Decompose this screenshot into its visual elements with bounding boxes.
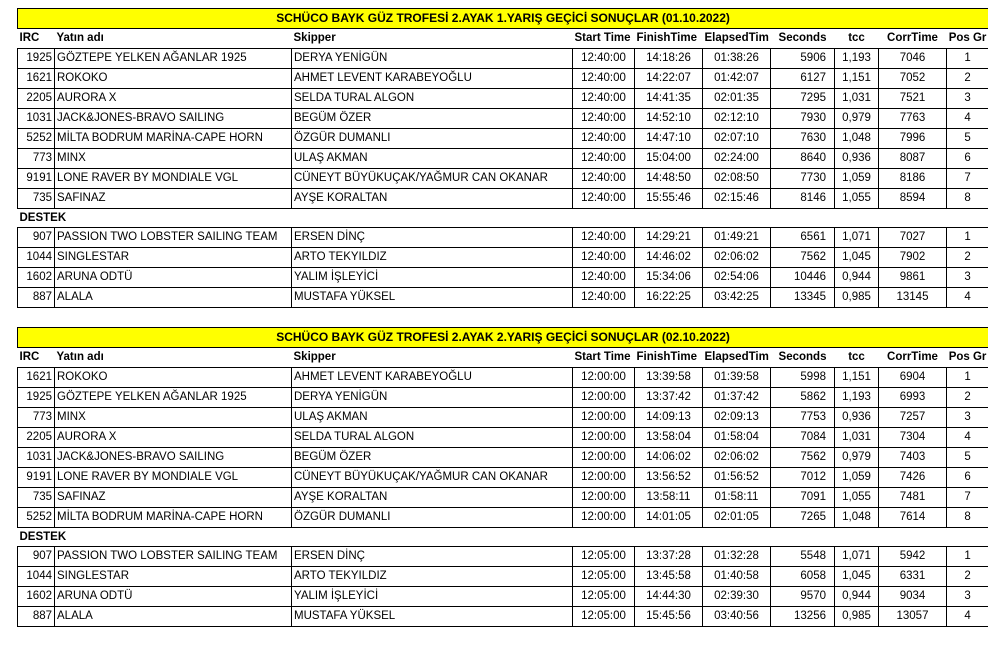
cell-position: 1 (947, 368, 988, 388)
cell-irc: 5252 (18, 129, 55, 149)
cell-skipper: ARTO TEKYILDIZ (292, 567, 573, 587)
cell-skipper: ARTO TEKYILDIZ (292, 248, 573, 268)
cell-corrected-time: 6904 (879, 368, 947, 388)
cell-finish-time: 15:34:06 (635, 268, 703, 288)
cell-seconds: 13345 (771, 288, 835, 308)
cell-start-time: 12:00:00 (573, 468, 635, 488)
cell-position: 3 (947, 89, 988, 109)
table-row (18, 508, 988, 528)
cell-tcc: 1,031 (835, 428, 879, 448)
race-2-destek-label: DESTEK (19, 530, 67, 543)
cell-finish-time: 14:01:05 (635, 508, 703, 528)
cell-elapsed-time: 02:54:06 (703, 268, 771, 288)
cell-start-time: 12:40:00 (573, 109, 635, 129)
cell-corrected-time: 6993 (879, 388, 947, 408)
cell-finish-time: 13:37:42 (635, 388, 703, 408)
cell-start-time: 12:40:00 (573, 169, 635, 189)
cell-position: 2 (947, 567, 988, 587)
cell-finish-time: 14:41:35 (635, 89, 703, 109)
cell-boat-name: SAFINAZ (55, 488, 292, 508)
cell-skipper: YALIM İŞLEYİCİ (292, 587, 573, 607)
cell-boat-name: MİLTA BODRUM MARİNA-CAPE HORN (55, 129, 292, 149)
cell-irc: 735 (18, 189, 55, 209)
cell-finish-time: 14:44:30 (635, 587, 703, 607)
col-boat: Yatın adı (55, 29, 292, 49)
cell-finish-time: 13:58:04 (635, 428, 703, 448)
table-row (18, 408, 988, 428)
table-row (18, 288, 988, 308)
cell-finish-time: 14:48:50 (635, 169, 703, 189)
cell-position: 5 (947, 448, 988, 468)
cell-tcc: 0,944 (835, 587, 879, 607)
cell-skipper: AHMET LEVENT KARABEYOĞLU (292, 69, 573, 89)
cell-elapsed-time: 02:06:02 (703, 448, 771, 468)
cell-elapsed-time: 02:08:50 (703, 169, 771, 189)
cell-position: 1 (947, 228, 988, 248)
cell-finish-time: 14:22:07 (635, 69, 703, 89)
cell-position: 3 (947, 268, 988, 288)
cell-elapsed-time: 01:39:58 (703, 368, 771, 388)
cell-position: 4 (947, 607, 988, 627)
cell-finish-time: 14:09:13 (635, 408, 703, 428)
cell-tcc: 1,031 (835, 89, 879, 109)
col-start: Start Time (573, 29, 635, 49)
col-corr: CorrTime (879, 29, 947, 49)
cell-start-time: 12:05:00 (573, 607, 635, 627)
cell-skipper: ULAŞ AKMAN (292, 149, 573, 169)
cell-skipper: BEGÜM ÖZER (292, 109, 573, 129)
table-row (18, 388, 988, 408)
cell-seconds: 10446 (771, 268, 835, 288)
cell-irc: 1925 (18, 388, 55, 408)
race-2-main-rows (18, 368, 988, 528)
cell-corrected-time: 7304 (879, 428, 947, 448)
cell-skipper: MUSTAFA YÜKSEL (292, 607, 573, 627)
table-row (18, 248, 988, 268)
col-irc: IRC (18, 29, 55, 49)
cell-position: 4 (947, 288, 988, 308)
cell-skipper: MUSTAFA YÜKSEL (292, 288, 573, 308)
cell-seconds: 7012 (771, 468, 835, 488)
cell-boat-name: ARUNA ODTÜ (55, 268, 292, 288)
cell-skipper: SELDA TURAL ALGON (292, 428, 573, 448)
table-row (18, 49, 988, 69)
cell-elapsed-time: 02:39:30 (703, 587, 771, 607)
cell-tcc: 1,151 (835, 69, 879, 89)
cell-tcc: 0,985 (835, 288, 879, 308)
cell-seconds: 6127 (771, 69, 835, 89)
cell-start-time: 12:40:00 (573, 268, 635, 288)
cell-irc: 907 (18, 228, 55, 248)
cell-start-time: 12:40:00 (573, 288, 635, 308)
cell-position: 4 (947, 109, 988, 129)
cell-tcc: 0,985 (835, 607, 879, 627)
race-1-destek-label: DESTEK (19, 211, 67, 224)
cell-corrected-time: 7426 (879, 468, 947, 488)
race-1-title: SCHÜCO BAYK GÜZ TROFESİ 2.AYAK 1.YARIŞ GEÇİCİ SONUÇLAR (01.10.2022) (18, 9, 988, 29)
cell-start-time: 12:00:00 (573, 408, 635, 428)
cell-boat-name: GÖZTEPE YELKEN AĞANLAR 1925 (55, 49, 292, 69)
col-start: Start Time (573, 348, 635, 368)
cell-boat-name: MINX (55, 149, 292, 169)
cell-irc: 1602 (18, 587, 55, 607)
cell-position: 5 (947, 129, 988, 149)
cell-irc: 9191 (18, 468, 55, 488)
cell-elapsed-time: 01:58:04 (703, 428, 771, 448)
cell-irc: 2205 (18, 428, 55, 448)
cell-tcc: 1,059 (835, 468, 879, 488)
cell-seconds: 7562 (771, 248, 835, 268)
cell-start-time: 12:40:00 (573, 49, 635, 69)
cell-start-time: 12:00:00 (573, 388, 635, 408)
cell-irc: 1621 (18, 368, 55, 388)
cell-tcc: 1,055 (835, 488, 879, 508)
cell-irc: 1031 (18, 109, 55, 129)
col-seconds: Seconds (771, 29, 835, 49)
cell-seconds: 5548 (771, 547, 835, 567)
cell-seconds: 8146 (771, 189, 835, 209)
cell-skipper: BEGÜM ÖZER (292, 448, 573, 468)
table-row (18, 189, 988, 209)
cell-skipper: ULAŞ AKMAN (292, 408, 573, 428)
cell-boat-name: ALALA (55, 607, 292, 627)
cell-elapsed-time: 01:49:21 (703, 228, 771, 248)
col-elapsed: ElapsedTim (703, 348, 771, 368)
table-row (18, 149, 988, 169)
table-row (18, 69, 988, 89)
cell-tcc: 0,979 (835, 109, 879, 129)
cell-position: 2 (947, 69, 988, 89)
cell-start-time: 12:40:00 (573, 69, 635, 89)
cell-corrected-time: 7052 (879, 69, 947, 89)
cell-boat-name: ARUNA ODTÜ (55, 587, 292, 607)
cell-position: 7 (947, 488, 988, 508)
race-1-header-row (18, 29, 988, 49)
cell-finish-time: 14:29:21 (635, 228, 703, 248)
cell-boat-name: SINGLESTAR (55, 248, 292, 268)
cell-position: 3 (947, 587, 988, 607)
cell-corrected-time: 7902 (879, 248, 947, 268)
cell-boat-name: ROKOKO (55, 69, 292, 89)
cell-position: 2 (947, 248, 988, 268)
cell-start-time: 12:40:00 (573, 228, 635, 248)
cell-irc: 1031 (18, 448, 55, 468)
cell-elapsed-time: 02:06:02 (703, 248, 771, 268)
cell-boat-name: GÖZTEPE YELKEN AĞANLAR 1925 (55, 388, 292, 408)
table-row (18, 129, 988, 149)
cell-seconds: 7562 (771, 448, 835, 468)
cell-position: 3 (947, 408, 988, 428)
cell-irc: 1044 (18, 567, 55, 587)
cell-seconds: 13256 (771, 607, 835, 627)
col-seconds: Seconds (771, 348, 835, 368)
cell-corrected-time: 6331 (879, 567, 947, 587)
col-finish: FinishTime (635, 29, 703, 49)
cell-boat-name: LONE RAVER BY MONDIALE VGL (55, 169, 292, 189)
cell-elapsed-time: 02:01:05 (703, 508, 771, 528)
cell-irc: 773 (18, 408, 55, 428)
cell-position: 8 (947, 508, 988, 528)
cell-irc: 1925 (18, 49, 55, 69)
cell-boat-name: MINX (55, 408, 292, 428)
cell-tcc: 0,936 (835, 149, 879, 169)
cell-corrected-time: 7257 (879, 408, 947, 428)
cell-tcc: 1,071 (835, 228, 879, 248)
cell-finish-time: 15:45:56 (635, 607, 703, 627)
cell-skipper: DERYA YENİGÜN (292, 49, 573, 69)
cell-elapsed-time: 02:24:00 (703, 149, 771, 169)
table-row (18, 547, 988, 567)
cell-elapsed-time: 01:56:52 (703, 468, 771, 488)
cell-elapsed-time: 02:12:10 (703, 109, 771, 129)
cell-finish-time: 16:22:25 (635, 288, 703, 308)
cell-tcc: 1,048 (835, 508, 879, 528)
cell-boat-name: PASSION TWO LOBSTER SAILING TEAM (55, 228, 292, 248)
table-row (18, 109, 988, 129)
cell-corrected-time: 7046 (879, 49, 947, 69)
cell-start-time: 12:00:00 (573, 428, 635, 448)
cell-corrected-time: 7521 (879, 89, 947, 109)
cell-start-time: 12:40:00 (573, 248, 635, 268)
table-row (18, 228, 988, 248)
cell-corrected-time: 8186 (879, 169, 947, 189)
cell-seconds: 9570 (771, 587, 835, 607)
cell-position: 4 (947, 428, 988, 448)
cell-corrected-time: 7996 (879, 129, 947, 149)
cell-seconds: 7091 (771, 488, 835, 508)
cell-position: 8 (947, 189, 988, 209)
cell-boat-name: JACK&JONES-BRAVO SAILING (55, 448, 292, 468)
cell-seconds: 7295 (771, 89, 835, 109)
race-2-title: SCHÜCO BAYK GÜZ TROFESİ 2.AYAK 2.YARIŞ GEÇİCİ SONUÇLAR (02.10.2022) (18, 328, 988, 348)
cell-start-time: 12:40:00 (573, 89, 635, 109)
cell-elapsed-time: 01:32:28 (703, 547, 771, 567)
cell-finish-time: 14:47:10 (635, 129, 703, 149)
cell-tcc: 0,979 (835, 448, 879, 468)
cell-boat-name: JACK&JONES-BRAVO SAILING (55, 109, 292, 129)
cell-elapsed-time: 02:09:13 (703, 408, 771, 428)
race-2-block (17, 327, 988, 627)
cell-finish-time: 15:04:00 (635, 149, 703, 169)
col-pos: Pos Gr (947, 348, 988, 368)
cell-seconds: 5906 (771, 49, 835, 69)
cell-skipper: AYŞE KORALTAN (292, 488, 573, 508)
cell-finish-time: 15:55:46 (635, 189, 703, 209)
col-finish: FinishTime (635, 348, 703, 368)
table-row (18, 368, 988, 388)
table-row (18, 169, 988, 189)
table-row (18, 567, 988, 587)
cell-skipper: CÜNEYT BÜYÜKUÇAK/YAĞMUR CAN OKANAR (292, 468, 573, 488)
cell-start-time: 12:40:00 (573, 189, 635, 209)
cell-irc: 773 (18, 149, 55, 169)
col-irc: IRC (18, 348, 55, 368)
cell-corrected-time: 9034 (879, 587, 947, 607)
cell-start-time: 12:00:00 (573, 488, 635, 508)
cell-irc: 9191 (18, 169, 55, 189)
cell-skipper: ÖZGÜR DUMANLI (292, 129, 573, 149)
cell-tcc: 1,045 (835, 248, 879, 268)
cell-position: 6 (947, 149, 988, 169)
cell-corrected-time: 9861 (879, 268, 947, 288)
cell-start-time: 12:05:00 (573, 547, 635, 567)
cell-finish-time: 14:52:10 (635, 109, 703, 129)
table-row (18, 428, 988, 448)
cell-boat-name: MİLTA BODRUM MARİNA-CAPE HORN (55, 508, 292, 528)
cell-corrected-time: 8087 (879, 149, 947, 169)
cell-skipper: SELDA TURAL ALGON (292, 89, 573, 109)
cell-tcc: 0,936 (835, 408, 879, 428)
col-elapsed: ElapsedTim (703, 29, 771, 49)
cell-tcc: 0,944 (835, 268, 879, 288)
col-tcc: tcc (835, 29, 879, 49)
cell-start-time: 12:40:00 (573, 149, 635, 169)
col-boat: Yatın adı (55, 348, 292, 368)
col-tcc: tcc (835, 348, 879, 368)
cell-corrected-time: 13057 (879, 607, 947, 627)
cell-irc: 1621 (18, 69, 55, 89)
cell-finish-time: 14:46:02 (635, 248, 703, 268)
race-2-table (17, 327, 988, 627)
col-corr: CorrTime (879, 348, 947, 368)
table-row (18, 448, 988, 468)
cell-irc: 907 (18, 547, 55, 567)
cell-skipper: ÖZGÜR DUMANLI (292, 508, 573, 528)
cell-position: 1 (947, 49, 988, 69)
cell-boat-name: SAFINAZ (55, 189, 292, 209)
cell-irc: 1044 (18, 248, 55, 268)
cell-seconds: 7930 (771, 109, 835, 129)
cell-finish-time: 13:39:58 (635, 368, 703, 388)
cell-seconds: 5862 (771, 388, 835, 408)
cell-irc: 887 (18, 288, 55, 308)
cell-elapsed-time: 03:42:25 (703, 288, 771, 308)
cell-elapsed-time: 02:15:46 (703, 189, 771, 209)
cell-corrected-time: 7403 (879, 448, 947, 468)
cell-tcc: 1,071 (835, 547, 879, 567)
cell-skipper: DERYA YENİGÜN (292, 388, 573, 408)
cell-seconds: 7753 (771, 408, 835, 428)
cell-elapsed-time: 03:40:56 (703, 607, 771, 627)
cell-irc: 5252 (18, 508, 55, 528)
cell-corrected-time: 5942 (879, 547, 947, 567)
cell-irc: 735 (18, 488, 55, 508)
cell-boat-name: ROKOKO (55, 368, 292, 388)
cell-tcc: 1,059 (835, 169, 879, 189)
cell-irc: 887 (18, 607, 55, 627)
col-pos: Pos Gr (947, 29, 988, 49)
cell-boat-name: AURORA X (55, 89, 292, 109)
cell-irc: 2205 (18, 89, 55, 109)
cell-start-time: 12:40:00 (573, 129, 635, 149)
race-2-destek-rows (18, 547, 988, 627)
results-sheet (17, 8, 988, 646)
cell-corrected-time: 7614 (879, 508, 947, 528)
cell-seconds: 7730 (771, 169, 835, 189)
cell-start-time: 12:00:00 (573, 448, 635, 468)
cell-elapsed-time: 01:37:42 (703, 388, 771, 408)
cell-start-time: 12:00:00 (573, 368, 635, 388)
race-1-table (17, 8, 988, 308)
cell-skipper: ERSEN DİNÇ (292, 547, 573, 567)
cell-skipper: AHMET LEVENT KARABEYOĞLU (292, 368, 573, 388)
table-row (18, 468, 988, 488)
cell-seconds: 7084 (771, 428, 835, 448)
cell-tcc: 1,151 (835, 368, 879, 388)
cell-skipper: ERSEN DİNÇ (292, 228, 573, 248)
cell-start-time: 12:05:00 (573, 567, 635, 587)
cell-tcc: 1,048 (835, 129, 879, 149)
cell-elapsed-time: 01:42:07 (703, 69, 771, 89)
cell-boat-name: LONE RAVER BY MONDIALE VGL (55, 468, 292, 488)
cell-corrected-time: 7027 (879, 228, 947, 248)
cell-seconds: 6561 (771, 228, 835, 248)
cell-seconds: 5998 (771, 368, 835, 388)
cell-boat-name: PASSION TWO LOBSTER SAILING TEAM (55, 547, 292, 567)
cell-elapsed-time: 02:07:10 (703, 129, 771, 149)
cell-position: 2 (947, 388, 988, 408)
cell-elapsed-time: 02:01:35 (703, 89, 771, 109)
cell-elapsed-time: 01:58:11 (703, 488, 771, 508)
cell-seconds: 7265 (771, 508, 835, 528)
cell-elapsed-time: 01:40:58 (703, 567, 771, 587)
cell-start-time: 12:00:00 (573, 508, 635, 528)
cell-skipper: YALIM İŞLEYİCİ (292, 268, 573, 288)
table-row (18, 268, 988, 288)
table-row (18, 587, 988, 607)
cell-finish-time: 14:06:02 (635, 448, 703, 468)
cell-finish-time: 13:58:11 (635, 488, 703, 508)
cell-elapsed-time: 01:38:26 (703, 49, 771, 69)
cell-tcc: 1,045 (835, 567, 879, 587)
cell-boat-name: SINGLESTAR (55, 567, 292, 587)
cell-seconds: 8640 (771, 149, 835, 169)
cell-seconds: 6058 (771, 567, 835, 587)
cell-seconds: 7630 (771, 129, 835, 149)
cell-skipper: CÜNEYT BÜYÜKUÇAK/YAĞMUR CAN OKANAR (292, 169, 573, 189)
table-row (18, 488, 988, 508)
cell-position: 6 (947, 468, 988, 488)
cell-tcc: 1,193 (835, 49, 879, 69)
cell-finish-time: 13:56:52 (635, 468, 703, 488)
col-skipper: Skipper (292, 348, 573, 368)
col-skipper: Skipper (292, 29, 573, 49)
cell-position: 7 (947, 169, 988, 189)
cell-corrected-time: 7481 (879, 488, 947, 508)
cell-irc: 1602 (18, 268, 55, 288)
race-1-block (17, 8, 988, 308)
cell-start-time: 12:05:00 (573, 587, 635, 607)
cell-corrected-time: 13145 (879, 288, 947, 308)
table-row (18, 89, 988, 109)
race-1-main-rows (18, 49, 988, 209)
race-2-header-row (18, 348, 988, 368)
cell-corrected-time: 7763 (879, 109, 947, 129)
table-row (18, 607, 988, 627)
cell-tcc: 1,193 (835, 388, 879, 408)
cell-finish-time: 13:45:58 (635, 567, 703, 587)
cell-finish-time: 13:37:28 (635, 547, 703, 567)
cell-boat-name: ALALA (55, 288, 292, 308)
race-1-destek-rows (18, 228, 988, 308)
cell-finish-time: 14:18:26 (635, 49, 703, 69)
cell-tcc: 1,055 (835, 189, 879, 209)
cell-position: 1 (947, 547, 988, 567)
cell-skipper: AYŞE KORALTAN (292, 189, 573, 209)
cell-boat-name: AURORA X (55, 428, 292, 448)
cell-corrected-time: 8594 (879, 189, 947, 209)
